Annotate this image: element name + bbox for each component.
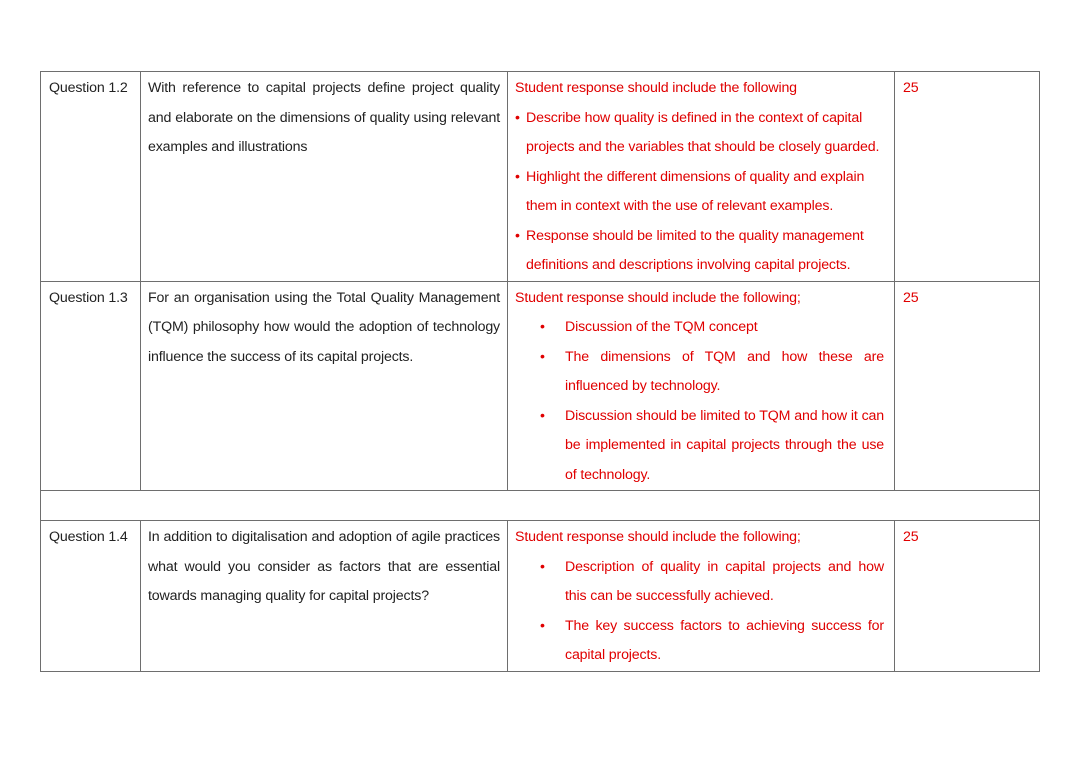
response-point: • Discussion should be limited to TQM and how it can be implemented in capital projects through the use of technology. [515,402,884,491]
question-number: Question 1.2 [41,72,141,282]
bullet-icon: • [540,319,545,335]
question-text: With reference to capital projects define project quality and elaborate on the dimensions of quality using relevant examples and illustrations [141,72,508,282]
bullet-icon: • [540,617,545,634]
response-point: • Highlight the different dimensions of quality and explain them in context with the use of relevant examples. [515,163,884,222]
expected-response [508,521,895,672]
marks-value: 25 [895,521,1040,672]
response-point: • Describe how quality is defined in the context of capital projects and the variables that should be closely guarded. [515,104,884,163]
marking-memo-table [40,71,1040,672]
table-row-spacer [41,491,1040,521]
marks-value: 25 [895,281,1040,491]
response-point: • The dimensions of TQM and how these are influenced by technology. [515,343,884,402]
table-row-question-1-2 [41,72,1040,282]
expected-response [508,72,895,282]
question-text: For an organisation using the Total Quality Management (TQM) philosophy how would the adoption of technology influence the success of its capital projects. [141,281,508,491]
response-heading: Student response should include the following [515,80,797,96]
question-number: Question 1.4 [41,521,141,672]
response-points [515,313,884,490]
expected-response [508,281,895,491]
question-number: Question 1.3 [41,281,141,491]
question-text: In addition to digitalisation and adoption of agile practices what would you consider as factors that are essential towards managing quality for capital projects? [141,521,508,672]
marks-value: 25 [895,72,1040,282]
bullet-icon: • [515,168,520,185]
spacer-cell [41,491,1040,521]
response-point: • Description of quality in capital projects and how this can be successfully achieved. [515,553,884,612]
table-row-question-1-4 [41,521,1040,672]
response-point: • Discussion of the TQM concept [515,313,884,343]
response-heading: Student response should include the following; [515,529,801,545]
bullet-icon: • [540,558,545,575]
response-point: • The key success factors to achieving success for capital projects. [515,612,884,671]
response-points [515,553,884,671]
response-points [515,104,884,281]
bullet-icon: • [540,348,545,365]
response-point: • Response should be limited to the quality management definitions and descriptions involving capital projects. [515,222,884,281]
table-row-question-1-3 [41,281,1040,491]
bullet-icon: • [515,227,520,244]
bullet-icon: • [515,109,520,126]
response-heading: Student response should include the following; [515,289,801,306]
bullet-icon: • [540,407,545,424]
